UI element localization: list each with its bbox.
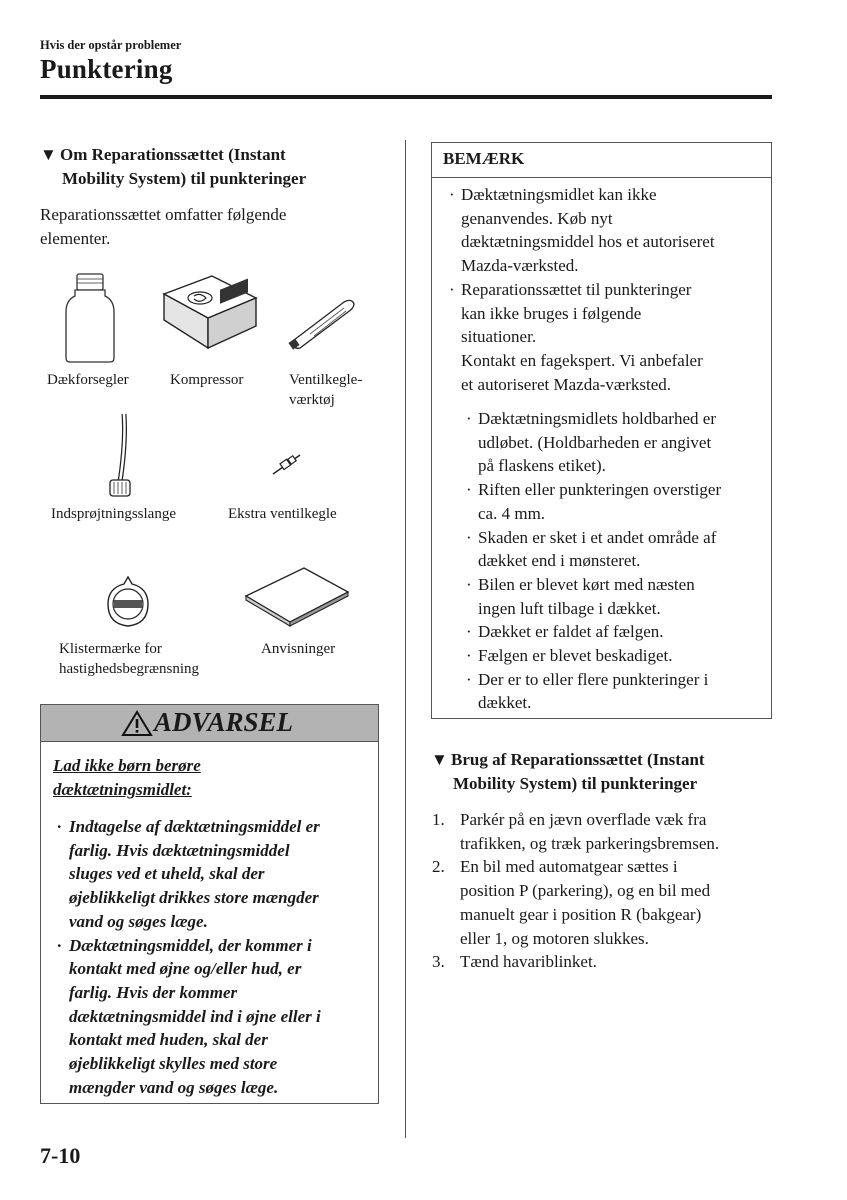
bullet-dot: · <box>449 279 455 299</box>
intro-paragraph <box>40 203 390 251</box>
line: dæktætningsmiddel hos et autoriseret <box>461 232 715 252</box>
page-title: Punktering <box>40 54 173 84</box>
note-header <box>432 143 771 178</box>
compressor-icon <box>160 272 260 354</box>
note-subitem <box>466 620 766 644</box>
note-subitem <box>466 526 766 573</box>
step-number: 3. <box>432 952 445 972</box>
label-compressor <box>170 370 243 390</box>
line: farlig. Hvis der kommer <box>69 982 238 1002</box>
line: genanvendes. Køb nyt <box>461 208 613 228</box>
label-text: Klistermærke for <box>59 641 162 657</box>
label-text: Anvisninger <box>261 641 336 657</box>
heading-line: Brug af Reparationssættet (Instant <box>451 750 705 769</box>
heading-line: Om Reparationssættet (Instant <box>60 145 286 164</box>
warning-triangle-icon <box>121 710 153 737</box>
line: dækket. <box>478 693 532 713</box>
line: vand og søges læge. <box>69 911 208 931</box>
label-text: hastighedsbegrænsning <box>59 661 199 677</box>
step-number: 2. <box>432 857 445 877</box>
bullet-dot: · <box>466 669 472 689</box>
section-heading-using-kit <box>431 748 781 796</box>
bullet-dot: · <box>466 646 472 666</box>
note-item <box>449 278 767 397</box>
label-spare-valve-core <box>228 504 337 524</box>
step-item <box>432 950 772 974</box>
line: Skaden er sket i et andet område af <box>478 527 717 547</box>
header-rule <box>40 95 772 99</box>
intro-line: Reparationssættet omfatter følgende <box>40 205 287 224</box>
bullet-dot: · <box>466 480 472 500</box>
spare-valve-core-icon <box>270 450 304 478</box>
line: ingen luft tilbage i dækket. <box>478 598 661 618</box>
warning-box <box>40 704 379 1104</box>
label-instructions <box>261 639 335 659</box>
triangle-bullet-icon: ▼ <box>40 145 57 164</box>
line: kan ikke bruges i følgende <box>461 303 642 323</box>
label-text: værktøj <box>289 392 335 408</box>
line: kontakt med øjne og/eller hud, er <box>69 959 302 979</box>
line: En bil med automatgear sættes i <box>460 857 678 877</box>
line: manuelt gear i position R (bakgear) <box>460 904 702 924</box>
warning-title: ADVARSEL <box>154 707 294 737</box>
bullet-dot: · <box>466 527 472 547</box>
column-divider <box>405 140 406 1138</box>
line: Fælgen er blevet beskadiget. <box>478 646 673 666</box>
bullet-dot: · <box>466 574 472 594</box>
line: ca. 4 mm. <box>478 503 546 523</box>
bullet-dot: · <box>57 935 62 955</box>
page-number: 7-10 <box>40 1143 81 1168</box>
line: Dæktætningsmidlets holdbarhed er <box>478 409 716 428</box>
note-sublist <box>466 407 766 715</box>
warning-list <box>55 815 375 1099</box>
step-item <box>432 855 772 950</box>
line: øjeblikkeligt drikkes store mængder <box>69 888 319 908</box>
intro-line: elementer. <box>40 229 111 248</box>
note-title: BEMÆRK <box>443 149 525 168</box>
line: dækket end i mønsteret. <box>478 551 641 571</box>
label-text: Ventilkegle- <box>289 372 363 388</box>
line: dæktætningsmiddel ind i øjne eller i <box>69 1006 321 1026</box>
warning-lead <box>53 754 353 802</box>
section-heading-kit-contents <box>40 143 390 191</box>
line: udløbet. (Holdbarheden er angivet <box>478 432 712 452</box>
label-valve-core-tool <box>289 370 362 410</box>
note-box <box>431 142 772 719</box>
line: Dæktætningsmidlet kan ikke <box>461 185 657 204</box>
note-subitem <box>466 644 766 668</box>
instructions-booklet-icon <box>244 566 350 632</box>
step-number: 1. <box>432 810 445 829</box>
heading-line: Mobility System) til punkteringer <box>62 169 307 188</box>
label-speed-sticker <box>59 639 199 679</box>
warning-item <box>55 934 375 1100</box>
line: Parkér på en jævn overflade væk fra <box>460 810 707 829</box>
step-item <box>432 808 772 855</box>
speed-limit-sticker-icon <box>104 574 152 630</box>
line: Reparationssættet til punkteringer <box>461 279 692 299</box>
line: Der er to eller flere punkteringer i <box>478 669 709 689</box>
lead-line: dæktætningsmidlet: <box>53 780 192 799</box>
label-text: Kompressor <box>170 372 244 388</box>
line: på flaskens etiket). <box>478 456 606 476</box>
bullet-dot: · <box>466 409 472 428</box>
line: situationer. <box>461 327 537 347</box>
line: Mazda-værksted. <box>461 256 579 276</box>
label-sealant <box>47 370 129 390</box>
injection-hose-icon <box>100 412 140 500</box>
bullet-dot: · <box>57 817 62 836</box>
line: kontakt med huden, skal der <box>69 1030 268 1050</box>
line: Riften eller punkteringen overstiger <box>478 480 722 500</box>
warning-item <box>55 815 375 934</box>
line: Dæktætningsmiddel, der kommer i <box>69 935 312 955</box>
line: Dækket er faldet af fælgen. <box>478 622 664 642</box>
line: eller 1, og motoren slukkes. <box>460 928 649 948</box>
note-list <box>449 183 767 396</box>
note-subitem <box>466 668 766 715</box>
label-text: Dækforsegler <box>47 372 129 388</box>
bullet-dot: · <box>466 622 472 642</box>
label-text: Indsprøjtningsslange <box>51 506 176 522</box>
sealant-bottle-icon <box>60 272 120 364</box>
line: farlig. Hvis dæktætningsmiddel <box>69 840 290 860</box>
line: position P (parkering), og en bil med <box>460 881 711 901</box>
note-subitem <box>466 573 766 620</box>
line: Tænd havariblinket. <box>460 952 597 972</box>
line: et autoriseret Mazda-værksted. <box>461 374 672 394</box>
line: Kontakt en fagekspert. Vi anbefaler <box>461 350 703 370</box>
bullet-dot: · <box>449 185 455 204</box>
valve-core-tool-icon <box>288 296 358 352</box>
label-text: Ekstra ventilkegle <box>228 506 337 522</box>
line: sluges ved et uheld, skal der <box>69 864 265 884</box>
chapter-label: Hvis der opstår problemer <box>40 38 182 52</box>
triangle-bullet-icon: ▼ <box>431 750 448 769</box>
line: Bilen er blevet kørt med næsten <box>478 574 695 594</box>
note-item <box>449 183 767 278</box>
line: mængder vand og søges læge. <box>69 1077 279 1097</box>
line: Indtagelse af dæktætningsmiddel er <box>69 817 320 836</box>
lead-line: Lad ikke børn berøre <box>53 756 201 775</box>
line: øjeblikkeligt skylles med store <box>69 1054 278 1074</box>
note-subitem <box>466 478 766 525</box>
label-injection-hose <box>51 504 176 524</box>
warning-header <box>41 705 378 742</box>
heading-line: Mobility System) til punkteringer <box>453 774 698 793</box>
note-subitem <box>466 407 766 478</box>
steps-list <box>432 808 772 974</box>
line: trafikken, og træk parkeringsbremsen. <box>460 833 720 853</box>
